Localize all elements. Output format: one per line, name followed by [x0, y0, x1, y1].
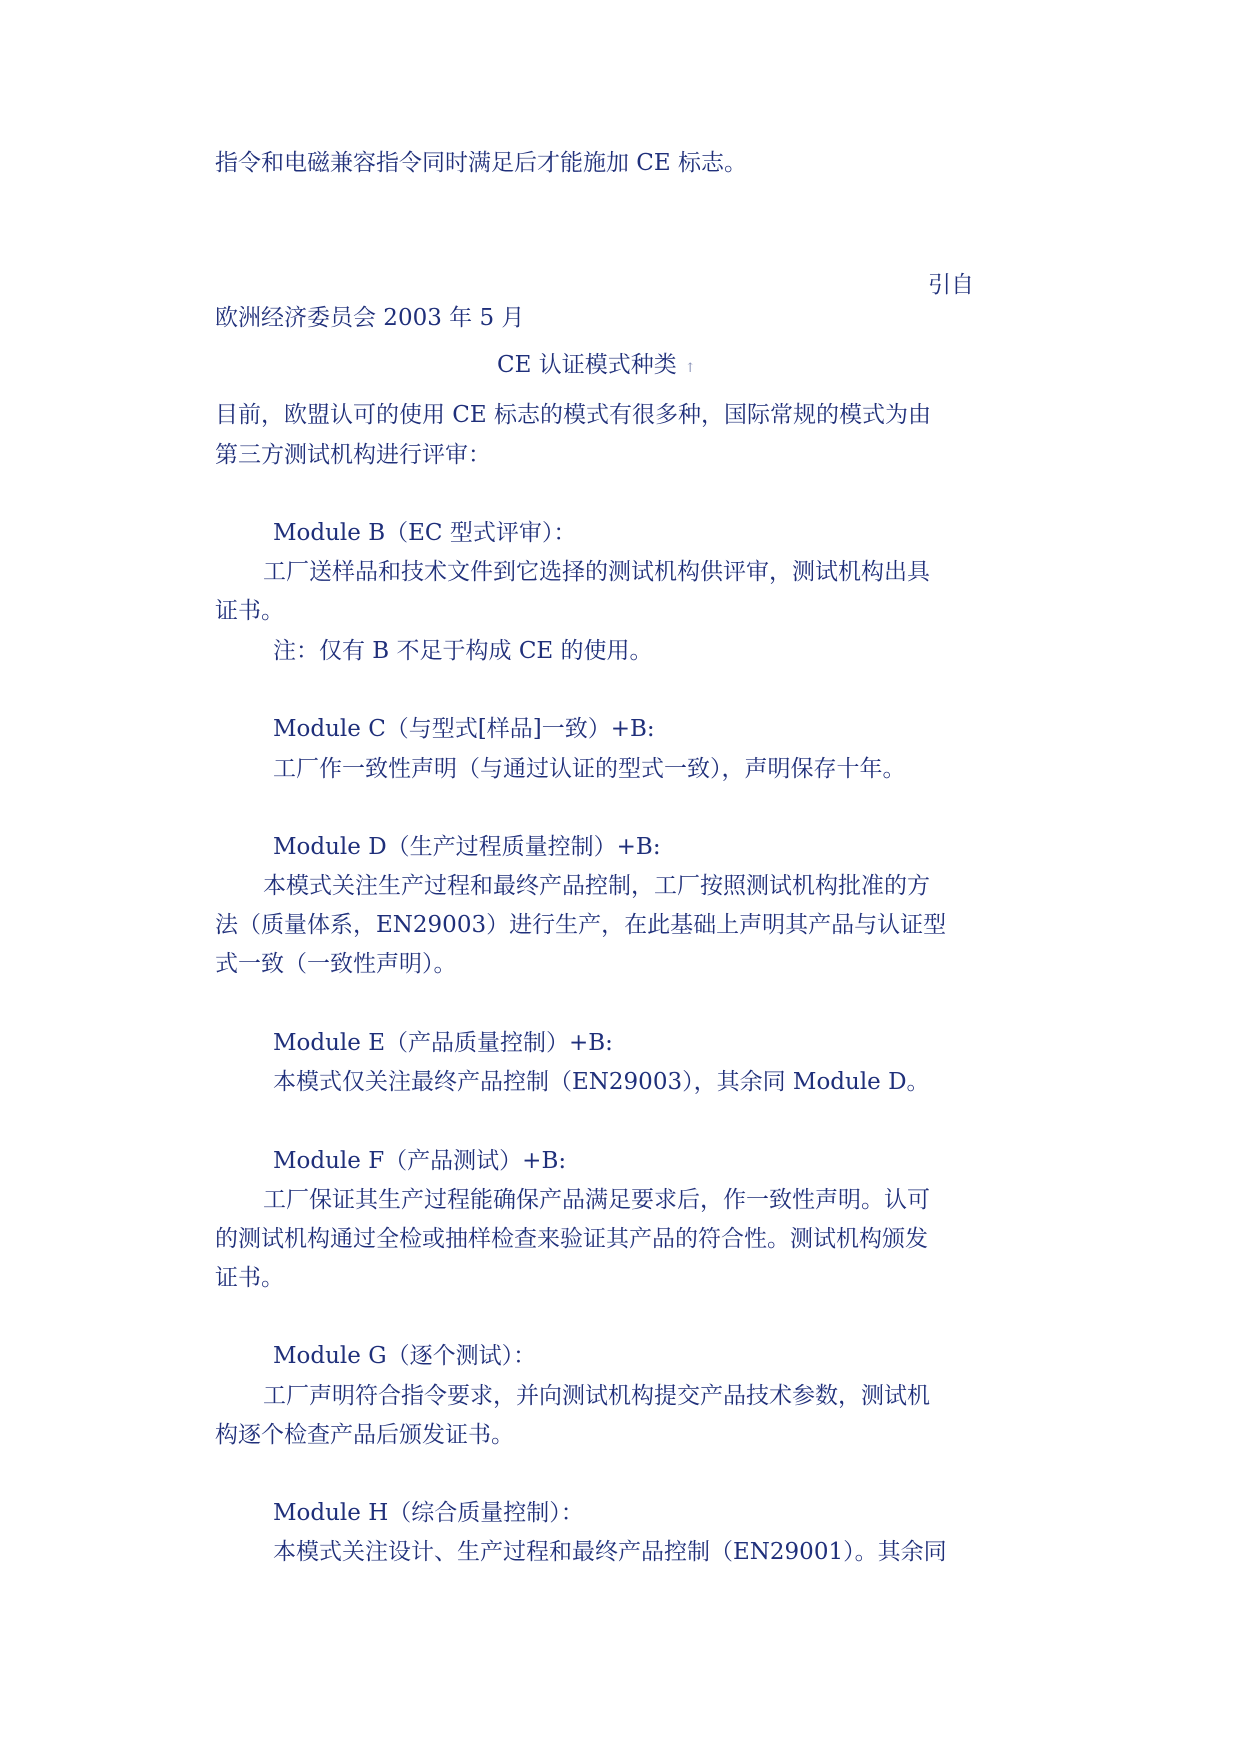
- module-d-title: Module D（生产过程质量控制）+B:: [273, 834, 661, 860]
- module-c-title: Module C（与型式[样品]一致）+B:: [273, 716, 655, 742]
- module-b-desc-1: 工厂送样品和技术文件到它选择的测试机构供评审，测试机构出具: [263, 559, 930, 585]
- section-title: [497, 350, 696, 384]
- module-d-desc-2: 法（质量体系，EN29003）进行生产，在此基础上声明其产品与认证型: [215, 912, 947, 938]
- module-b-desc-2: 证书。: [215, 598, 284, 624]
- module-f-desc-2: 的测试机构通过全检或抽样检查来验证其产品的符合性。测试机构颁发: [215, 1226, 928, 1252]
- module-d-desc-1: 本模式关注生产过程和最终产品控制，工厂按照测试机构批准的方: [263, 873, 930, 899]
- paragraph-mark-icon: ↑: [684, 361, 696, 376]
- module-e-title: Module E（产品质量控制）+B:: [273, 1030, 613, 1056]
- module-c-desc-1: 工厂作一致性声明（与通过认证的型式一致），声明保存十年。: [273, 756, 906, 782]
- module-b-note: 注：仅有 B 不足于构成 CE 的使用。: [273, 638, 653, 664]
- module-f-title: Module F（产品测试）+B:: [273, 1148, 567, 1174]
- module-g-desc-2: 构逐个检查产品后颁发证书。: [215, 1422, 514, 1448]
- source-text: 欧洲经济委员会 2003 年 5 月: [215, 305, 525, 331]
- overview-line-1: 目前，欧盟认可的使用 CE 标志的模式有很多种，国际常规的模式为由: [215, 402, 932, 428]
- module-g-title: Module G（逐个测试）：: [273, 1343, 537, 1369]
- intro-text: 指令和电磁兼容指令同时满足后才能施加 CE 标志。: [215, 150, 748, 176]
- overview-line-2: 第三方测试机构进行评审：: [215, 442, 491, 468]
- module-b-title: Module B（EC 型式评审）：: [273, 520, 577, 546]
- quote-attribution: 引自: [928, 272, 974, 298]
- module-e-desc-1: 本模式仅关注最终产品控制（EN29003），其余同 Module D。: [273, 1069, 930, 1095]
- section-title-text: CE 认证模式种类: [497, 352, 677, 378]
- module-f-desc-3: 证书。: [215, 1265, 284, 1291]
- module-f-desc-1: 工厂保证其生产过程能确保产品满足要求后，作一致性声明。认可: [263, 1187, 930, 1213]
- module-h-desc-1: 本模式关注设计、生产过程和最终产品控制（EN29001）。其余同: [273, 1539, 947, 1565]
- module-h-title: Module H（综合质量控制）：: [273, 1500, 584, 1526]
- module-g-desc-1: 工厂声明符合指令要求，并向测试机构提交产品技术参数，测试机: [263, 1383, 930, 1409]
- module-d-desc-3: 式一致（一致性声明）。: [215, 951, 457, 977]
